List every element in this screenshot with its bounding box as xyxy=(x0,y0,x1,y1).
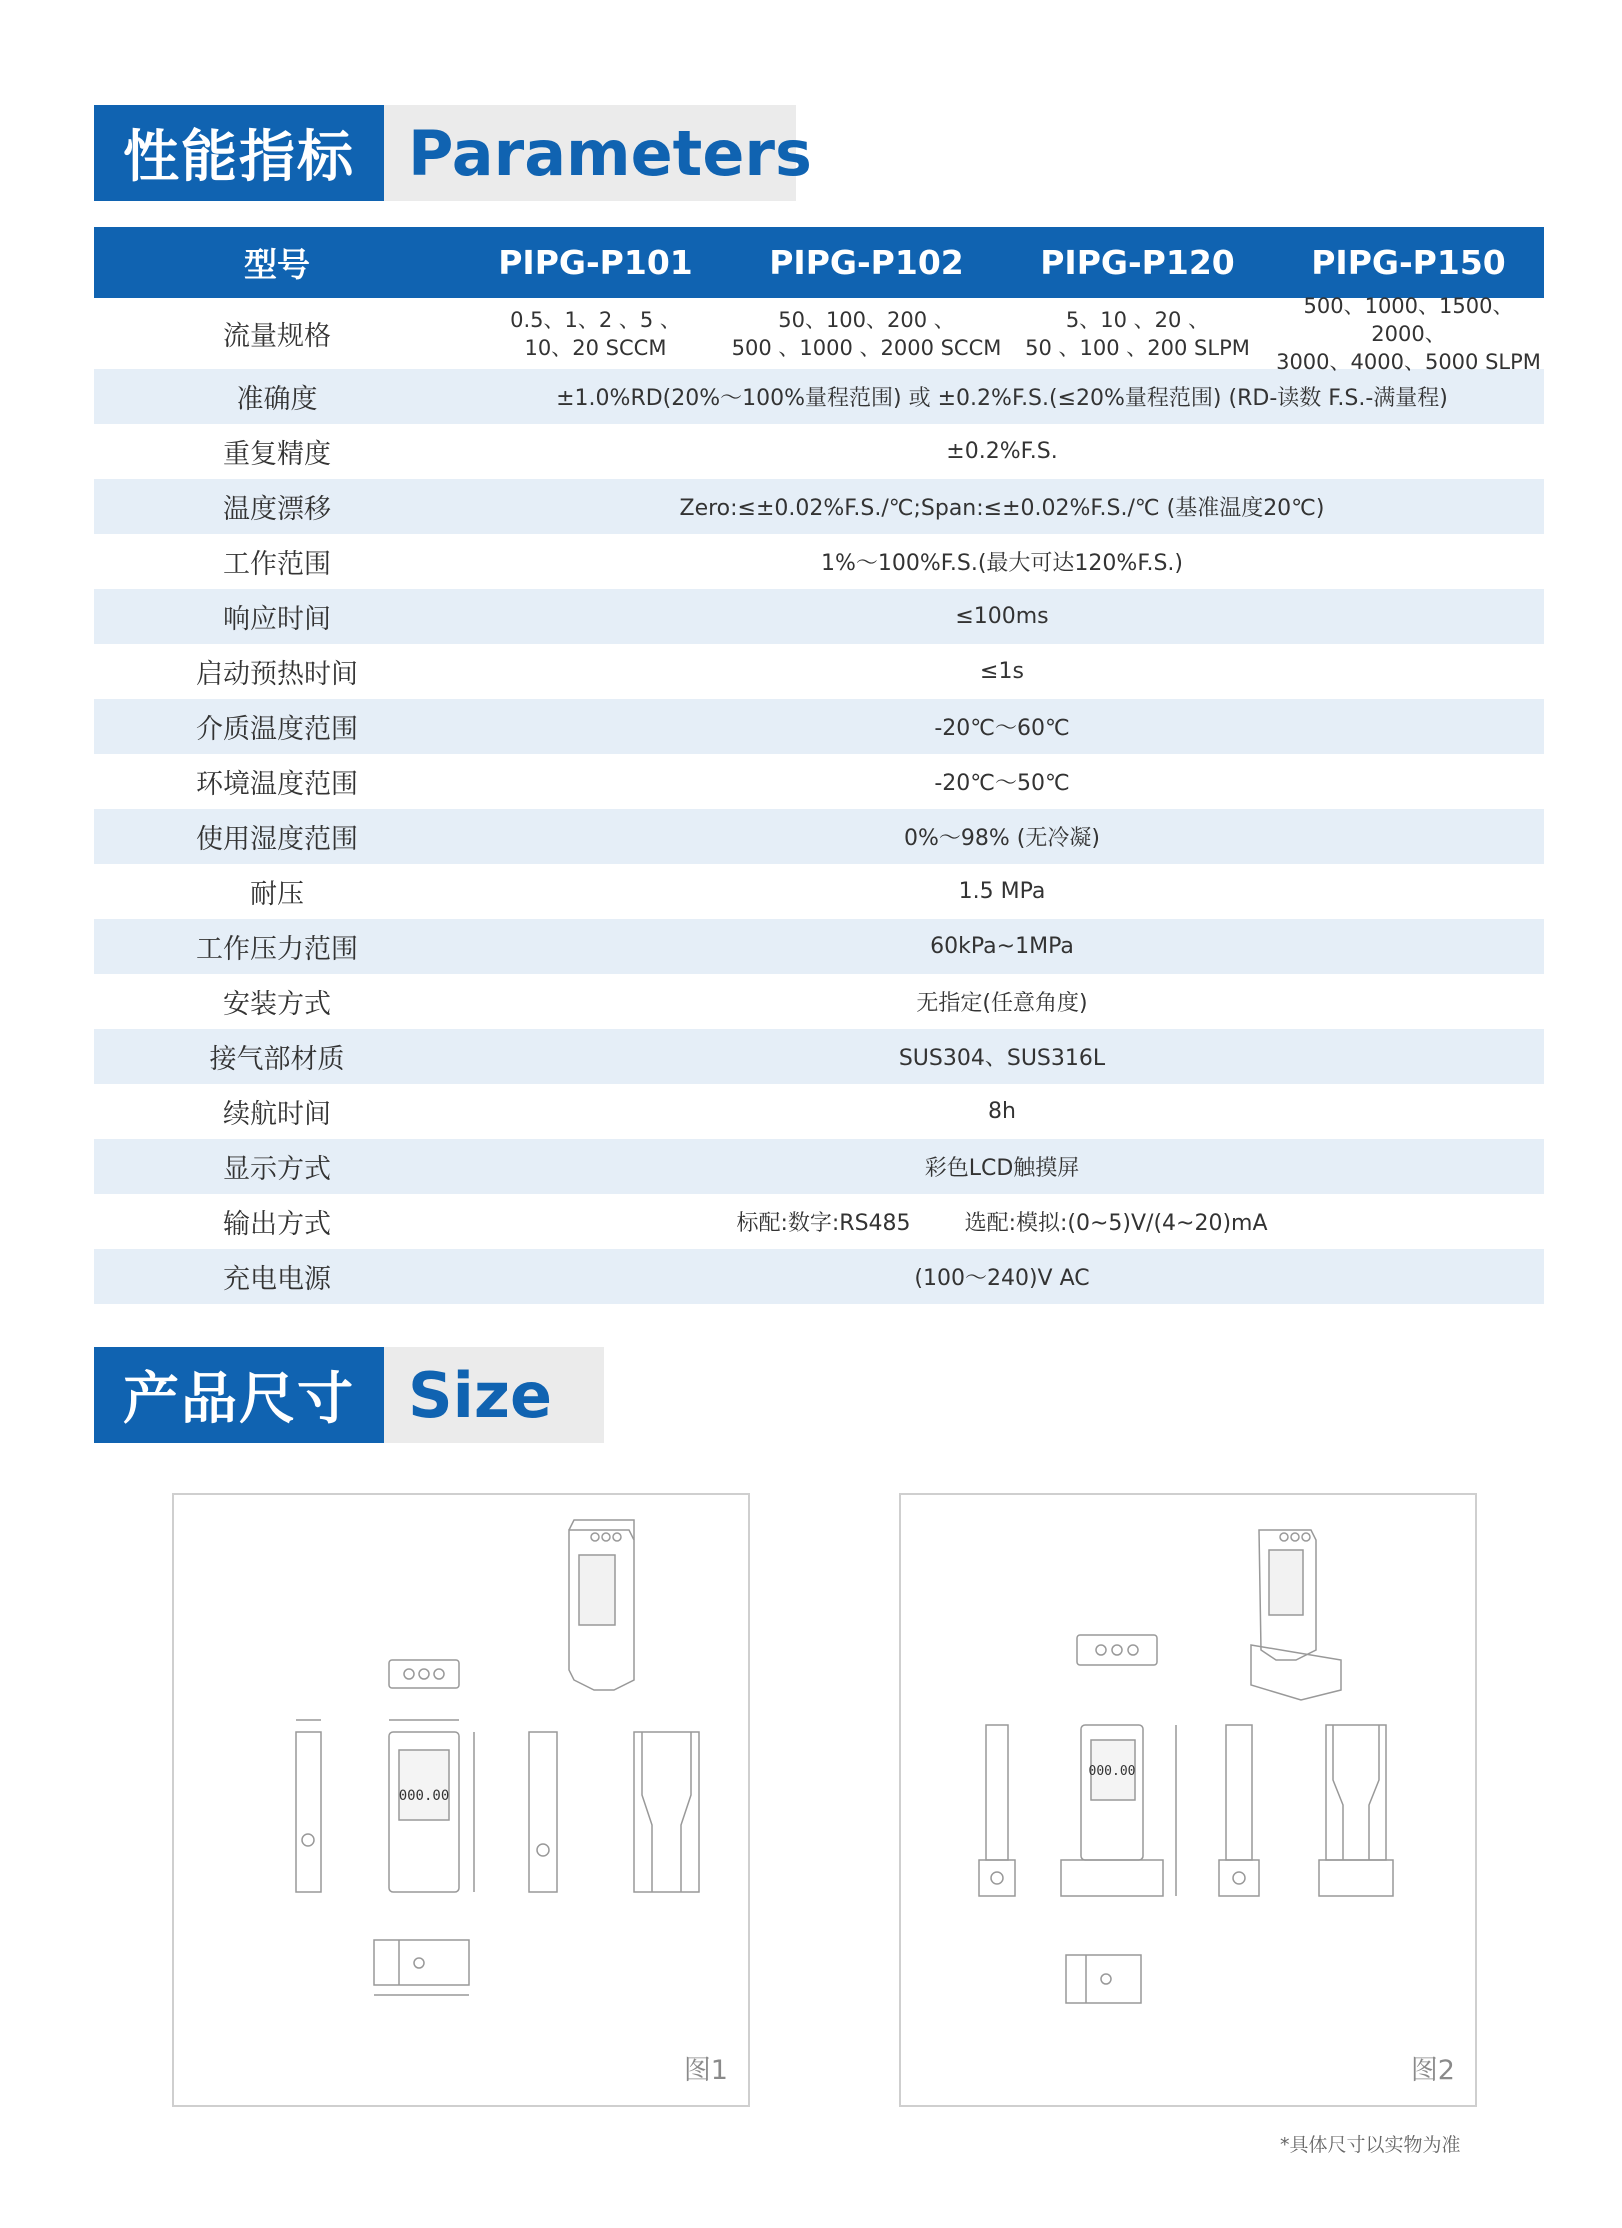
row-label: 输出方式 xyxy=(223,1209,331,1240)
parameters-title-cn: 性能指标 xyxy=(94,105,384,201)
row-label: 充电电源 xyxy=(223,1264,331,1295)
range-p120: 5、10 、20 、 50 、100 、200 SLPM xyxy=(1025,307,1250,360)
row-label: 重复精度 xyxy=(223,439,331,470)
row-label: 流量规格 xyxy=(223,321,331,352)
table-row xyxy=(94,1139,1544,1194)
device-screen-reading: 000.00 xyxy=(398,1788,450,1804)
row-value: (100～240)V AC xyxy=(914,1266,1090,1291)
range-p102: 50、100、200 、 500 、1000 、2000 SCCM xyxy=(731,307,1002,360)
device-screen-reading: 000.00 xyxy=(1088,1764,1136,1779)
range-p150: 500、1000、1500、2000、 3000、4000、5000 SLPM xyxy=(1276,293,1541,374)
row-value: 1.5 MPa xyxy=(958,879,1046,904)
table-row xyxy=(94,1029,1544,1084)
row-label: 介质温度范围 xyxy=(196,714,358,745)
row-value: ≤1s xyxy=(980,659,1024,684)
row-value: 彩色LCD触摸屏 xyxy=(924,1156,1080,1181)
table-row xyxy=(94,1084,1544,1139)
table-row xyxy=(94,864,1544,919)
row-label: 温度漂移 xyxy=(223,494,331,525)
dimension-figure-2 xyxy=(899,1493,1477,2107)
table-row xyxy=(94,1194,1544,1249)
header-p120: PIPG-P120 xyxy=(1040,243,1235,282)
size-section-header xyxy=(94,1347,604,1443)
row-label: 启动预热时间 xyxy=(196,659,358,690)
table-header-row xyxy=(94,227,1544,298)
header-p102: PIPG-P102 xyxy=(769,243,964,282)
header-p101: PIPG-P101 xyxy=(498,243,693,282)
table-row xyxy=(94,369,1544,424)
row-value: SUS304、SUS316L xyxy=(898,1046,1106,1071)
figure-caption: 图2 xyxy=(1410,2055,1455,2086)
row-value: Zero:≤±0.02%F.S./℃;Span:≤±0.02%F.S./℃ (基准温度20℃) xyxy=(679,496,1325,521)
row-label: 使用湿度范围 xyxy=(196,824,358,855)
table-row xyxy=(94,534,1544,589)
row-value: 60kPa~1MPa xyxy=(930,934,1074,959)
row-label: 工作范围 xyxy=(223,549,331,580)
row-value: ±0.2%F.S. xyxy=(946,439,1058,464)
row-value: -20℃～60℃ xyxy=(934,716,1070,741)
parameters-table xyxy=(94,227,1544,1304)
size-title-cn: 产品尺寸 xyxy=(94,1347,384,1443)
table-row xyxy=(94,754,1544,809)
table-row xyxy=(94,1249,1544,1304)
table-row xyxy=(94,919,1544,974)
row-value: 8h xyxy=(988,1099,1016,1124)
size-disclaimer-note: *具体尺寸以实物为准 xyxy=(1280,2134,1461,2156)
dimension-figure-1 xyxy=(172,1493,750,2107)
header-model: 型号 xyxy=(244,245,310,284)
table-row xyxy=(94,424,1544,479)
parameters-section-header xyxy=(94,105,812,201)
row-label: 接气部材质 xyxy=(209,1044,345,1075)
table-row xyxy=(94,479,1544,534)
row-value: ≤100ms xyxy=(955,604,1049,629)
table-row xyxy=(94,809,1544,864)
table-row xyxy=(94,644,1544,699)
table-row xyxy=(94,589,1544,644)
dimension-drawing-1 xyxy=(174,1495,748,2105)
row-value: 无指定(任意角度) xyxy=(916,991,1088,1016)
header-p150: PIPG-P150 xyxy=(1311,243,1506,282)
range-p101: 0.5、1、2 、5 、 10、20 SCCM xyxy=(510,307,681,360)
table-row xyxy=(94,974,1544,1029)
size-title-en: Size xyxy=(384,1347,604,1443)
row-label: 响应时间 xyxy=(223,604,331,635)
parameters-title-en: Parameters xyxy=(384,105,796,201)
row-label: 准确度 xyxy=(236,384,318,415)
row-label: 耐压 xyxy=(250,879,304,910)
table-row-flow-range xyxy=(94,293,1544,374)
dimension-drawing-2 xyxy=(901,1495,1475,2105)
row-label: 工作压力范围 xyxy=(196,934,358,965)
row-label: 显示方式 xyxy=(223,1154,331,1185)
row-label: 续航时间 xyxy=(223,1099,331,1130)
row-label: 环境温度范围 xyxy=(196,769,358,800)
row-value: 标配:数字:RS485 选配:模拟:(0~5)V/(4~20)mA xyxy=(736,1211,1268,1236)
row-label: 安装方式 xyxy=(223,989,331,1020)
row-value: 1%～100%F.S.(最大可达120%F.S.) xyxy=(820,551,1183,576)
row-value: -20℃～50℃ xyxy=(934,771,1070,796)
table-row xyxy=(94,699,1544,754)
row-value: ±1.0%RD(20%～100%量程范围) 或 ±0.2%F.S.(≤20%量程范围) (RD-读数 F.S.-满量程) xyxy=(556,386,1448,411)
row-value: 0%～98% (无冷凝) xyxy=(904,826,1100,851)
figure-caption: 图1 xyxy=(683,2055,728,2086)
